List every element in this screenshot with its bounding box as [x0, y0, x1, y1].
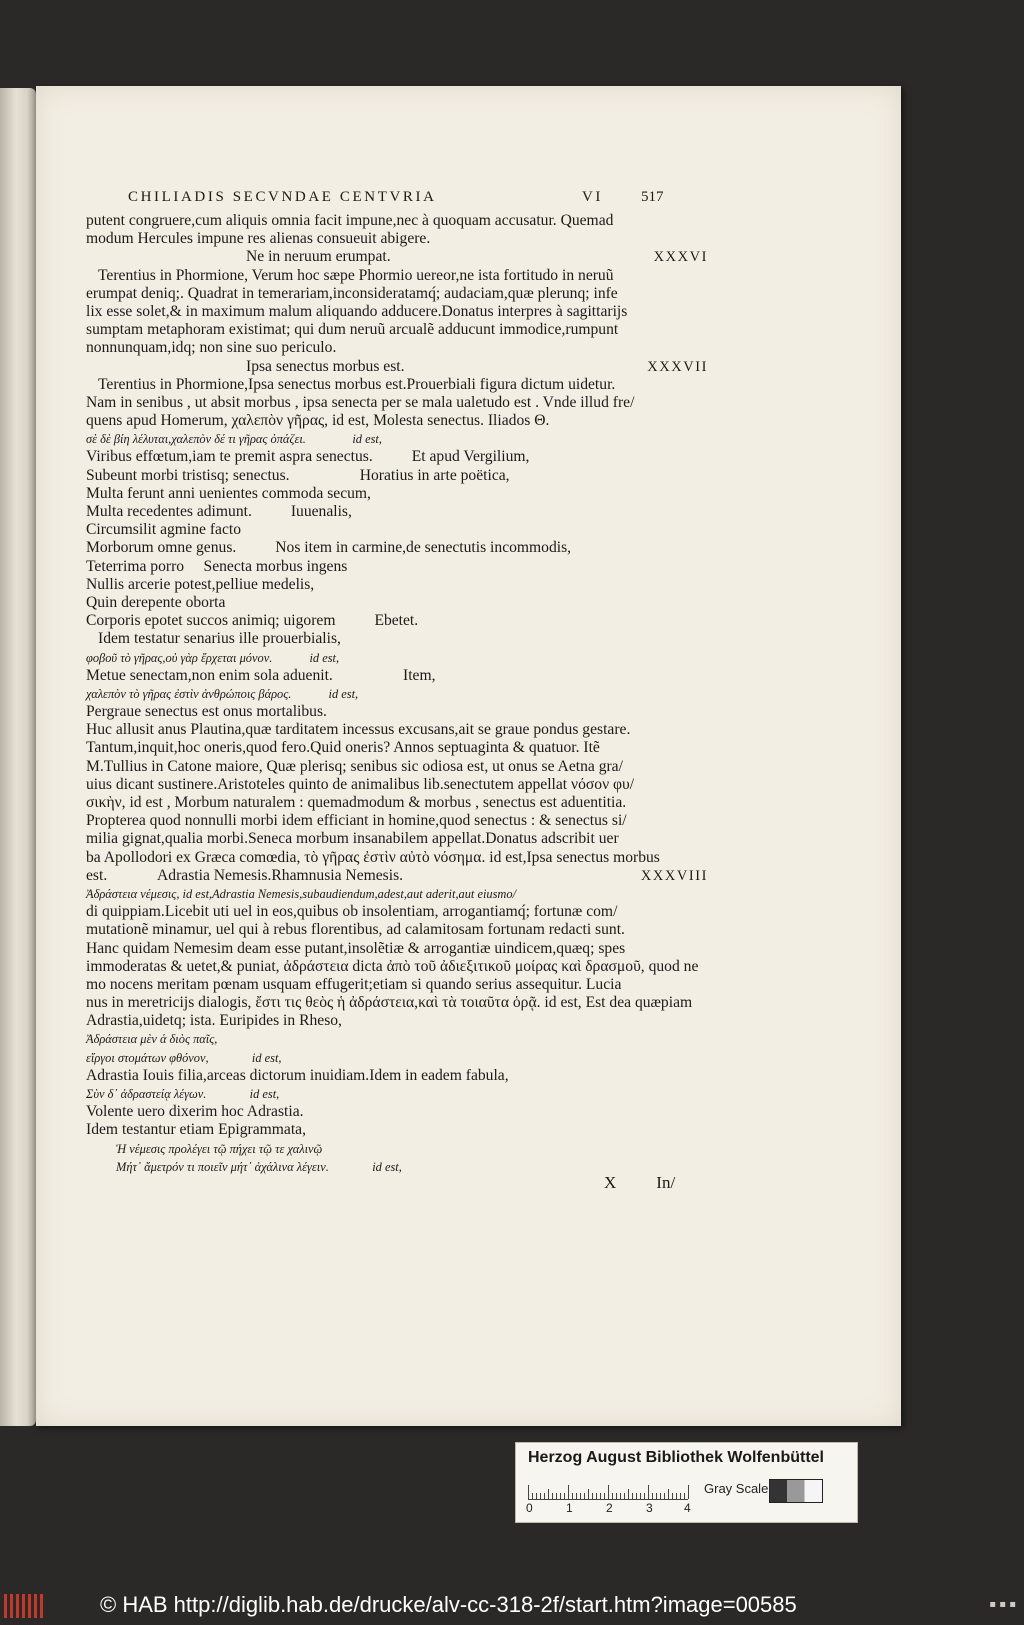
- book-page: [36, 86, 901, 1426]
- ruler-tick: [672, 1493, 673, 1499]
- text-line: [86, 503, 716, 521]
- signature-mark: X: [604, 1173, 617, 1192]
- line-text: milia gignat,qualia morbi.Seneca morbum insanabilem appellat.Donatus adscribit uer: [86, 830, 619, 848]
- text-line: [86, 1140, 716, 1158]
- text-line: [86, 558, 716, 576]
- text-line: [86, 830, 716, 848]
- line-text: Idem testatur senarius ille prouerbialis,: [98, 630, 341, 648]
- ruler-tick: [652, 1493, 653, 1499]
- text-line: [86, 430, 716, 448]
- text-line: [86, 248, 716, 266]
- body-lines: [86, 212, 716, 1176]
- line-text: Volente uero dixerim hoc Adrastia.: [86, 1103, 304, 1121]
- line-text: Viribus effœtum,iam te premit aspra senectus. Et apud Vergilium,: [86, 448, 530, 466]
- text-line: [86, 1049, 716, 1067]
- header-section: VI: [582, 189, 604, 205]
- ruler-number: 3: [646, 1501, 653, 1515]
- ruler-tick: [592, 1493, 593, 1499]
- ruler-tick: [640, 1493, 641, 1499]
- line-text: Circumsilit agmine facto: [86, 521, 242, 539]
- line-text: Quin derepente oborta: [86, 593, 226, 611]
- line-text: Multa ferunt anni uenientes commoda secum,: [86, 484, 371, 502]
- line-text: χαλεπὸν τὸ γῆρας ἐστὶν ἀνθρώποις βάρος. id est,: [86, 686, 359, 701]
- line-text: Nullis arcerie potest,pelliue medelis,: [86, 575, 315, 593]
- ruler-number: 4: [684, 1501, 691, 1515]
- text-line: [86, 776, 716, 794]
- chapter-number: XXXVII: [647, 358, 708, 375]
- text-line: [86, 976, 716, 994]
- library-name: Herzog August Bibliothek Wolfenbüttel: [528, 1449, 824, 1466]
- text-line: [86, 812, 716, 830]
- ruler-tick: [656, 1493, 657, 1499]
- ruler-tick: [536, 1493, 537, 1499]
- text-line: [86, 903, 716, 921]
- line-text: Ἡ νέμεσις προλέγει τῷ πήχει τῷ τε χαλινῷ: [116, 1141, 323, 1156]
- ruler-tick: [568, 1485, 569, 1499]
- line-text: Propterea quod nonnulli morbi idem efficiant in homine,quod senectus : & senectus si/: [86, 812, 627, 830]
- ruler-tick: [660, 1493, 661, 1499]
- text-line: [86, 1030, 716, 1048]
- line-text: Morborum omne genus. Nos item in carmine,de senectutis incommodis,: [86, 539, 572, 557]
- text-line: [86, 703, 716, 721]
- text-line: [86, 539, 716, 557]
- text-line: [86, 630, 716, 648]
- line-text: Nam in senibus , ut absit morbus , ipsa senecta per se mala ualetudo est . Vnde illud fre/: [86, 393, 635, 411]
- text-line: [86, 794, 716, 812]
- line-text: Ἀδράστεια νέμεσις, id est,Adrastia Nemesis,subaudiendum,adest,aut aderit,aut eiusmo/: [86, 886, 517, 901]
- line-text: Adrastia Iouis filia,arceas dictorum inuidiam.Idem in eadem fabula,: [86, 1066, 509, 1084]
- text-line: [86, 1121, 716, 1139]
- line-text: Adrastia,uidetq; ista. Euripides in Rheso,: [86, 1012, 342, 1030]
- line-text: Μήτ᾽ ἄμετρόν τι ποιεῖν μήτ᾽ ἀχάλινα λέγειν. id est,: [116, 1159, 402, 1174]
- text-line: [86, 1085, 716, 1103]
- line-text: Tantum,inquit,hoc oneris,quod fero.Quid oneris? Annos septuaginta & quatuor. Itẽ: [86, 739, 600, 757]
- text-line: [86, 1103, 716, 1121]
- text-line: [86, 612, 716, 630]
- line-text: Multa recedentes adimunt. Iuuenalis,: [86, 503, 352, 520]
- text-line: [86, 685, 716, 703]
- text-line: [86, 485, 716, 503]
- line-text: σὲ δὲ βίη λέλυται,χαλεπὸν δέ τι γῆρας ὀπάζει. id est,: [86, 432, 382, 447]
- text-line: [86, 867, 716, 885]
- ruler-tick: [668, 1489, 669, 1499]
- ruler-tick: [556, 1493, 557, 1499]
- text-line: [86, 448, 716, 466]
- ruler-tick: [596, 1493, 597, 1499]
- ruler-tick: [612, 1493, 613, 1499]
- text-line: [86, 467, 716, 485]
- text-line: [86, 285, 716, 303]
- line-text: putent congruere,cum aliquis omnia facit impune,nec à quoquam accusatur. Quemad: [86, 212, 614, 229]
- gray-scale-label: Gray Scale: [704, 1481, 769, 1496]
- text-line: [86, 940, 716, 958]
- line-text: Corporis epotet succos animiq; uigorem Ebetet.: [86, 612, 419, 630]
- text-line: [86, 321, 716, 339]
- text-line: [86, 958, 716, 976]
- line-text: ba Apollodori ex Græca comœdia, τὸ γῆρας ἐστὶν αὐτὸ νόσημα. id est,Ipsa senectus morbus: [86, 848, 660, 866]
- ruler-tick: [584, 1493, 585, 1499]
- catchword: In/: [656, 1173, 676, 1192]
- line-text: Σὺν δ᾽ ἀδραστείᾳ λέγων. id est,: [86, 1087, 280, 1101]
- line-text: mutationẽ minamur, uel qui à rebus florentibus, ad calamitosam fortunam redacti sunt.: [86, 921, 625, 939]
- line-text: est. Adrastia Nemesis.Rhamnusia Nemesis.: [86, 866, 404, 884]
- chapter-number: XXXVIII: [640, 867, 708, 884]
- text-line: [86, 412, 716, 430]
- text-line: [86, 576, 716, 594]
- text-line: [86, 1012, 716, 1030]
- line-text: uius dicant sustinere.Aristoteles quinto de animalibus lib.senectutem appellat νόσον φυ/: [86, 775, 635, 793]
- ruler-tick: [544, 1493, 545, 1499]
- header-title: CHILIADIS SECVNDAE CENTVRIA: [128, 189, 437, 205]
- ruler-tick: [564, 1493, 565, 1499]
- text-line: [86, 667, 716, 685]
- ruler-tick: [624, 1493, 625, 1499]
- line-text: Subeunt morbi tristisq; senectus. Horatius in arte poëtica,: [86, 466, 510, 484]
- ruler-tick: [636, 1493, 637, 1499]
- hab-logo-icon: [4, 1594, 46, 1618]
- ruler-tick: [648, 1485, 649, 1499]
- line-text: Pergraue senectus est onus mortalibus.: [86, 703, 327, 721]
- line-text: sumptam metaphoram existimat; qui dum neruũ arcualẽ adducunt immodice,rumpunt: [86, 321, 619, 339]
- line-text: nonnunquam,idq; non sine suo periculo.: [86, 339, 337, 357]
- line-text: nus in meretricijs dialogis, ἔστι τις θεὸς ἡ ἀδράστεια,καὶ τὰ τοιαῦτα ὁρᾷ. id est, Est dea quæpiam: [86, 994, 693, 1012]
- line-text: di quippiam.Licebit uti uel in eos,quibus ob insolentiam, arrogantiamq́; fortunæ com/: [86, 903, 618, 921]
- ruler-tick: [540, 1493, 541, 1499]
- line-text: mo nocens meritam pœnam usquam effugerit;etiam si quando serius assequitur. Lucia: [86, 975, 622, 993]
- line-text: εἴργοι στομάτων φθόνον, id est,: [86, 1050, 282, 1065]
- text-line: [86, 358, 716, 376]
- ruler-tick: [628, 1489, 629, 1499]
- line-text: Terentius in Phormione,Ipsa senectus morbus est.Prouerbiali figura dictum uidetur.: [98, 375, 616, 393]
- text-line: [86, 739, 716, 757]
- line-text: Metue senectam,non enim sola aduenit. Item,: [86, 666, 436, 684]
- text-line: [86, 994, 716, 1012]
- text-line: [86, 212, 716, 230]
- ruler-tick: [676, 1493, 677, 1499]
- text-line: [86, 649, 716, 667]
- ruler-tick: [608, 1485, 609, 1499]
- ruler-tick: [588, 1489, 589, 1499]
- ruler-tick: [560, 1493, 561, 1499]
- line-text: M.Tullius in Catone maiore, Quæ plerisq; senibus sic odiosa est, ut onus se Aetna gra/: [86, 757, 623, 775]
- text-line: [86, 376, 716, 394]
- scale-ruler: [528, 1479, 688, 1500]
- facing-page-edge: [0, 88, 36, 1426]
- line-text: lix esse solet,& in maximum malum aliquando adducere.Donatus interpres à sagittarijs: [86, 302, 628, 320]
- running-header: [86, 186, 716, 212]
- text-line: [86, 594, 716, 612]
- ruler-tick: [576, 1493, 577, 1499]
- chapter-number: XXXVI: [653, 249, 708, 266]
- line-text: Hanc quidam Nemesim deam esse putant,insolẽtiæ & arrogantiæ uindicem,quæq; spes: [86, 939, 626, 957]
- text-block: [86, 186, 716, 1176]
- text-line: [86, 230, 716, 248]
- line-text: quens apud Homerum, χαλεπὸν γῆρας, id est, Molesta senectus. Iliados Θ.: [86, 412, 550, 430]
- ruler-tick: [644, 1493, 645, 1499]
- ruler-tick: [548, 1489, 549, 1499]
- line-text: modum Hercules impune res alienas consueuit abigere.: [86, 230, 431, 248]
- line-text: immoderatas & uetet,& puniat, ἀδράστεια dicta ἀπὸ τοῦ ἀδιεξιτικοῦ μοίρας καὶ δρασμοῦ, quod ne: [86, 957, 699, 975]
- text-line: [86, 303, 716, 321]
- line-text: Ipsa senectus morbus est.: [246, 357, 405, 375]
- text-line: [86, 721, 716, 739]
- ruler-number: 1: [566, 1501, 573, 1515]
- footer-bar: [0, 1587, 1024, 1625]
- text-line: [86, 849, 716, 867]
- catchword-row: [604, 1173, 675, 1193]
- text-line: [86, 758, 716, 776]
- ruler-tick: [580, 1493, 581, 1499]
- ruler-number: 0: [526, 1501, 533, 1515]
- line-text: Ne in neruum erumpat.: [246, 248, 391, 266]
- footer-url[interactable]: © HAB http://diglib.hab.de/drucke/alv-cc-318-2f/start.htm?image=00585: [100, 1592, 797, 1617]
- text-line: [86, 1067, 716, 1085]
- ruler-tick: [616, 1493, 617, 1499]
- line-text: Idem testantur etiam Epigrammata,: [86, 1121, 306, 1139]
- text-line: [86, 521, 716, 539]
- ruler-tick: [528, 1485, 529, 1499]
- ruler-tick: [572, 1493, 573, 1499]
- ruler-tick: [684, 1493, 685, 1499]
- text-line: [86, 885, 716, 903]
- text-line: [86, 394, 716, 412]
- page-number: 517: [641, 189, 664, 205]
- ruler-tick: [604, 1493, 605, 1499]
- ruler-tick: [552, 1493, 553, 1499]
- text-line: [86, 267, 716, 285]
- footer-mark: ▪ ▪ ▪: [989, 1599, 1016, 1610]
- line-text: φοβοῦ τὸ γῆρας,οὐ γὰρ ἔρχεται μόνον. id est,: [86, 650, 340, 665]
- ruler-tick: [632, 1493, 633, 1499]
- ruler-tick: [688, 1485, 689, 1499]
- ruler-tick: [680, 1493, 681, 1499]
- ruler-tick: [600, 1493, 601, 1499]
- line-text: Terentius in Phormione, Verum hoc sæpe Phormio uereor,ne ista fortitudo in neruũ: [98, 266, 614, 284]
- line-text: erumpat deniq;. Quadrat in temerariam,inconsideratamq́; audaciam,quæ plerunq; infe: [86, 284, 618, 302]
- line-text: Ἀδράστεια μὲν ἁ διὸς παῖς,: [86, 1032, 218, 1047]
- text-line: [86, 339, 716, 357]
- ruler-number: 2: [606, 1501, 613, 1515]
- line-text: σικὴν, id est , Morbum naturalem : quemadmodum & morbus , senectus est aduentitia.: [86, 794, 627, 811]
- library-label: [515, 1442, 858, 1523]
- ruler-tick: [532, 1493, 533, 1499]
- line-text: Teterrima porro Senecta morbus ingens: [86, 557, 348, 575]
- line-text: Huc allusit anus Plautina,quæ tarditatem incessus excusans,ait se graue pondus gestare.: [86, 721, 631, 739]
- text-line: [86, 921, 716, 939]
- gray-scale-swatch: [769, 1479, 823, 1503]
- ruler-tick: [664, 1493, 665, 1499]
- ruler-tick: [620, 1493, 621, 1499]
